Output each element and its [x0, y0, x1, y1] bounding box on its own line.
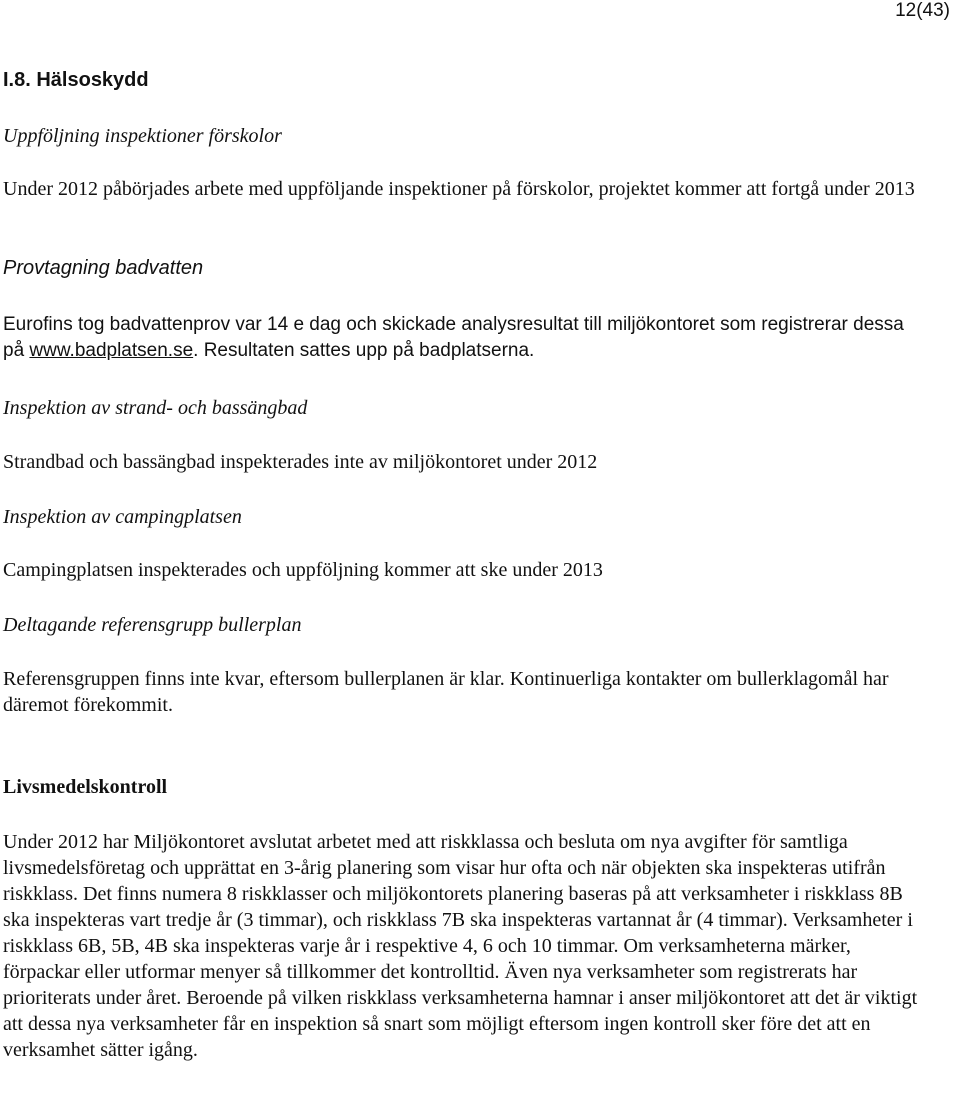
badplatsen-link[interactable]: www.badplatsen.se — [29, 340, 194, 361]
food-control-text: Under 2012 har Miljökontoret avslutat arbetet med att riskklassa och besluta om nya avgifter för samtliga livsmedelsföretag och upprättat en 3-årig planering som visar hur ofta och när objekten ska inspekteras utifrån riskklass. Det finns numera 8 riskklasser och miljökontorets planering baseras på att verksamheter i riskklass 8B ska inspekteras vart tredje år (3 timmar), och riskklass 7B ska inspekteras vartannat år (4 timmar). Verksamheter i riskklass 6B, 5B, 4B ska inspekteras varje år i respektive 4, 6 och 10 timmar. Om verksamheterna märker, förpackar eller utformar menyer så tillkommer det kontrolltid. Även nya verksamheter som registrerats har prioriterats under året. Beroende på vilken riskklass verksamheterna hamnar i anser miljökontoret att det är viktigt att dessa nya verksamheter får en inspektion så snart som möjligt eftersom ingen kontroll sker före det att en verksamhet sätter igång. — [3, 831, 918, 1061]
bathing-water-title: Provtagning badvatten — [3, 257, 204, 279]
noise-plan-text: Referensgruppen finns inte kvar, eftersom bullerplanen är klar. Kontinuerliga kontakter om bullerklagomål har däremot förekommit. — [3, 668, 889, 716]
page-number: 12(43) — [895, 0, 950, 21]
bathing-water-text — [3, 312, 923, 364]
followup-title: Uppföljning inspektioner förskolor — [3, 125, 282, 147]
bathing-water-text-before-link: Eurofins tog badvattenprov var 14 e dag och skickade analysresultat till miljökontoret som registrerar dessa på — [3, 314, 904, 361]
beach-pool-inspection-text: Strandbad och bassängbad inspekterades inte av miljökontoret under 2012 — [3, 451, 598, 473]
noise-plan-title: Deltagande referensgrupp bullerplan — [3, 614, 302, 636]
followup-text: Under 2012 påbörjades arbete med uppföljande inspektioner på förskolor, projektet kommer att fortgå under 2013 — [3, 178, 915, 200]
food-control-title: Livsmedelskontroll — [3, 776, 168, 798]
bathing-water-text-after-link: . Resultaten sattes upp på badplatserna. — [193, 340, 535, 361]
campsite-inspection-text: Campingplatsen inspekterades och uppföljning kommer att ske under 2013 — [3, 559, 603, 581]
main-heading: I.8. Hälsoskydd — [3, 69, 149, 91]
campsite-inspection-title: Inspektion av campingplatsen — [3, 506, 242, 528]
beach-pool-inspection-title: Inspektion av strand- och bassängbad — [3, 397, 308, 419]
